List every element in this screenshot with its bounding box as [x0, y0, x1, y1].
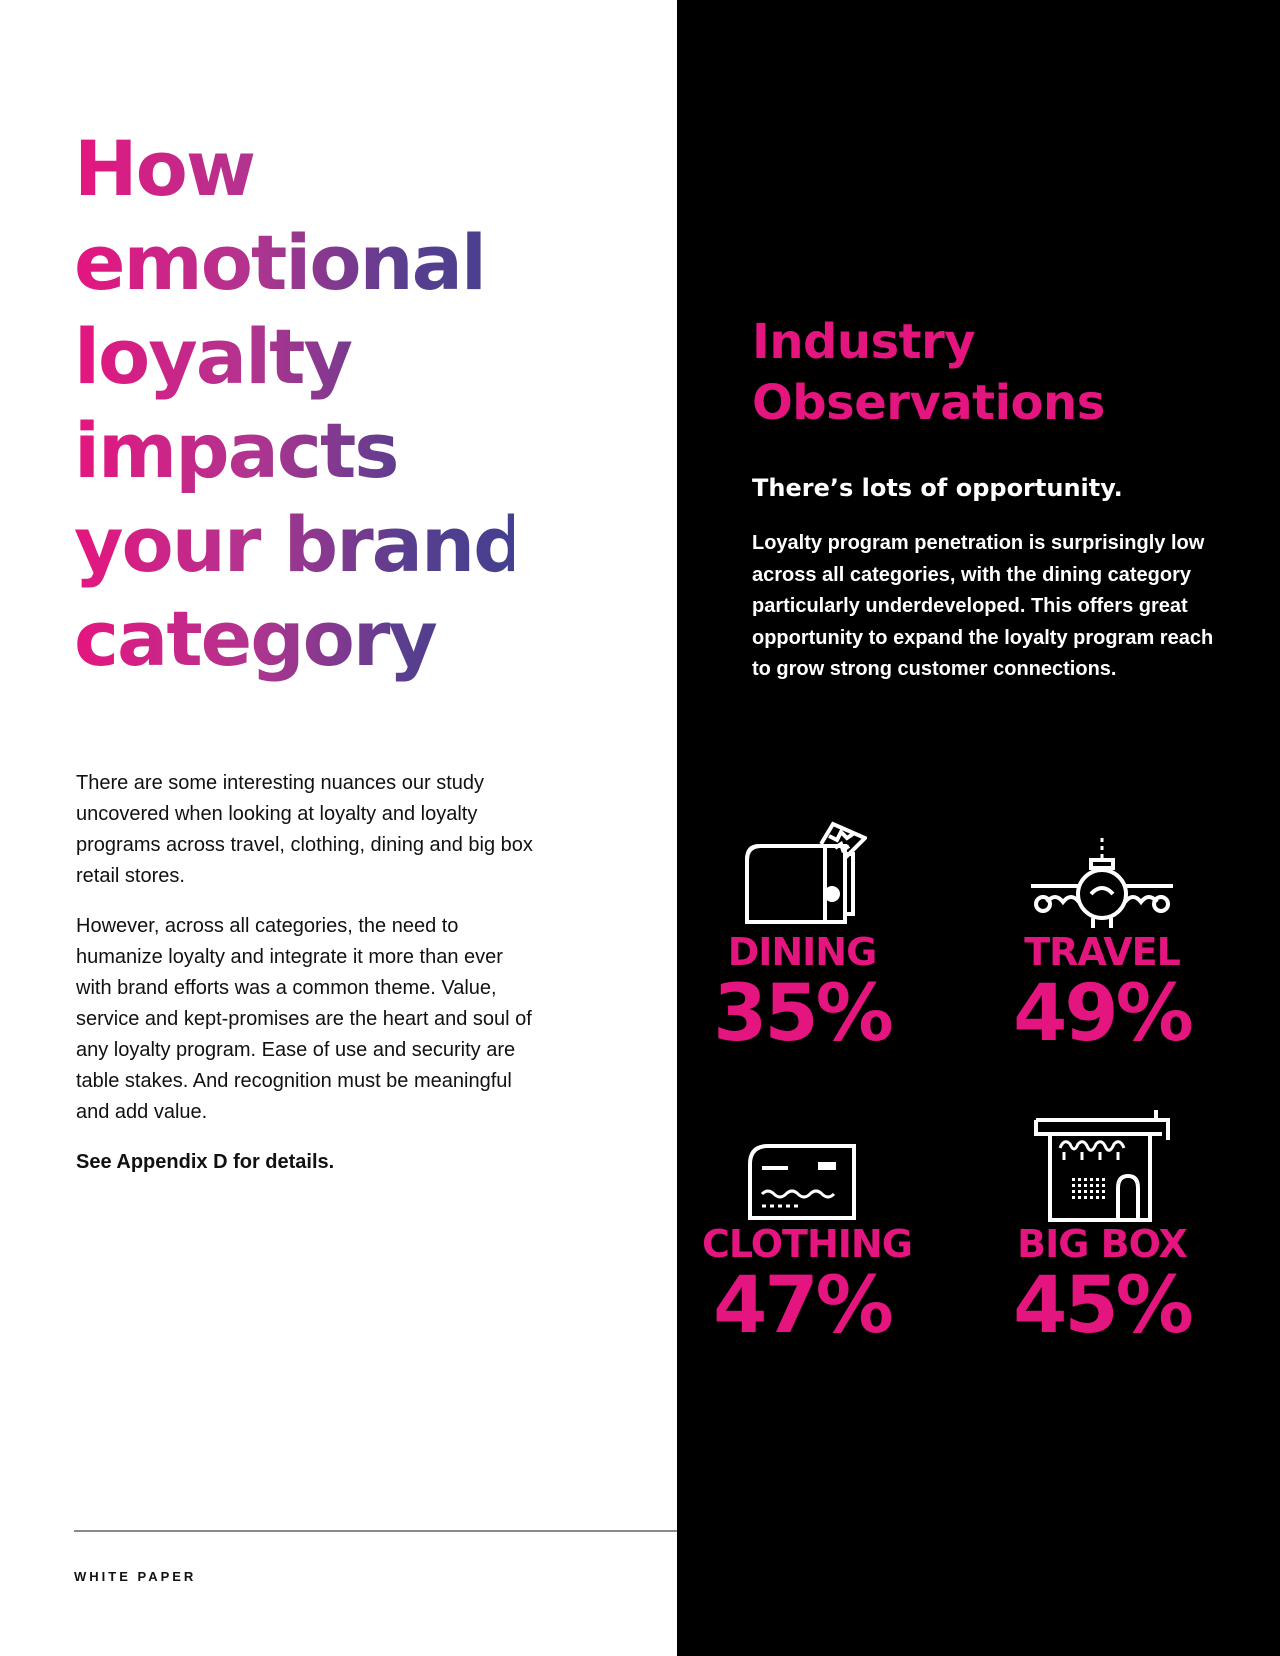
- title-line: impacts: [74, 404, 525, 498]
- title-line: category: [74, 592, 525, 686]
- stat-label: CLOTHING: [702, 1222, 912, 1266]
- stat-value: 47%: [713, 1261, 891, 1351]
- storefront-icon: [1034, 1108, 1170, 1222]
- stat-label: BIG BOX: [1017, 1222, 1187, 1266]
- observations-panel: [677, 0, 1280, 1656]
- stat-big-box: [997, 1108, 1207, 1351]
- footer-divider: [74, 1530, 677, 1532]
- observations-title: [752, 312, 1105, 434]
- observations-subtitle: There’s lots of opportunity.: [752, 474, 1123, 502]
- appendix-reference: See Appendix D for details.: [76, 1151, 335, 1173]
- stat-value: 35%: [713, 969, 891, 1059]
- title-line: How: [74, 122, 525, 216]
- stat-clothing: [702, 1142, 912, 1351]
- wallet-icon: [737, 818, 867, 930]
- body-paragraph: There are some interesting nuances our study uncovered when looking at loyalty and loyalty programs across travel, clothing, dining and big box retail stores.: [76, 772, 533, 887]
- footer-label: WHITE PAPER: [74, 1569, 197, 1584]
- stat-label: DINING: [727, 930, 877, 974]
- stat-label: TRAVEL: [1024, 930, 1180, 974]
- stat-travel: [1012, 836, 1192, 1059]
- observations-title-line: Observations: [752, 375, 1105, 431]
- stat-value: 49%: [1013, 969, 1191, 1059]
- observations-paragraph: Loyalty program penetration is surprisingly low across all categories, with the dining category particularly underdeveloped. This offers great opportunity to expand the loyalty program reach to grow strong customer connections.: [752, 532, 1214, 680]
- body-copy: [76, 768, 536, 1197]
- observations-title-line: Industry: [752, 314, 976, 370]
- credit-card-icon: [746, 1142, 858, 1222]
- title-line: loyalty: [74, 310, 525, 404]
- title-line: emotional: [74, 216, 525, 310]
- body-paragraph: However, across all categories, the need to humanize loyalty and integrate it more than ever with brand efforts was a common theme. Value, service and kept-promises are the heart and soul of any loyalty program. Ease of use and security are table stakes. And recognition must be meaningful and add value.: [76, 915, 532, 1123]
- airplane-icon: [1027, 836, 1177, 930]
- stat-dining: [712, 818, 892, 1059]
- page-title: [74, 122, 525, 686]
- stat-value: 45%: [1013, 1261, 1191, 1351]
- title-line: your brand: [74, 498, 525, 592]
